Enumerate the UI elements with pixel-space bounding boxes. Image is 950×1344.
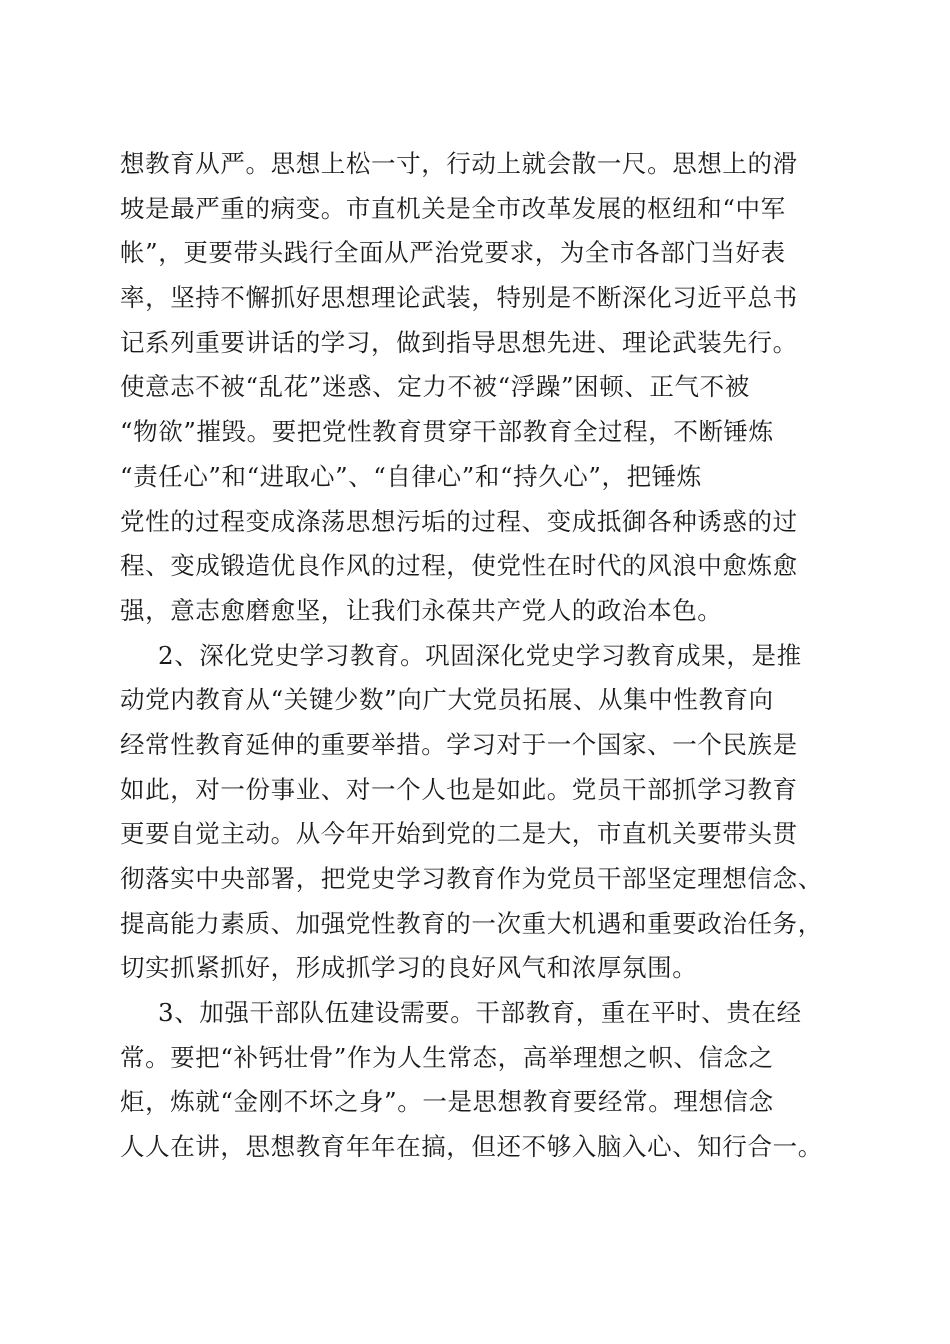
body-text [120, 142, 840, 1170]
text-line: 切实抓紧抓好，形成抓学习的良好风气和浓厚氛围。 [120, 953, 698, 983]
text-line: 更要自觉主动。从今年开始到党的二是大，市直机关要带头贯 [120, 819, 798, 849]
text-line: 常。要把“补钙壮骨”作为人生常态，高举理想之帜、信念之 [120, 1042, 774, 1072]
text-line: 帐”，更要带头践行全面从严治党要求，为全市各部门当好表 [120, 238, 786, 268]
text-line: 率，坚持不懈抓好思想理论武装，特别是不断深化习近平总书 [120, 283, 798, 313]
text-line: 如此，对一份事业、对一个人也是如此。党员干部抓学习教育 [120, 774, 798, 804]
text-line: 想教育从严。思想上松一寸，行动上就会散一尺。思想上的滑 [120, 149, 798, 178]
text-line: 党性的过程变成涤荡思想污垢的过程、变成抵御各种诱惑的过 [120, 506, 798, 536]
text-line: “物欲”摧毁。要把党性教育贯穿干部教育全过程，不断锤炼 [120, 417, 774, 447]
text-line: 炬，炼就“金刚不坏之身”。一是思想教育要经常。理想信念 [120, 1087, 774, 1117]
text-line: 强，意志愈磨愈坚，让我们永葆共产党人的政治本色。 [120, 595, 723, 625]
text-line: 动党内教育从“关键少数”向广大党员拓展、从集中性教育向 [120, 685, 774, 715]
text-line: 使意志不被“乱花”迷惑、定力不被“浮躁”困顿、正气不被 [120, 372, 750, 402]
text-line: 提高能力素质、加强党性教育的一次重大机遇和重要政治任务， [120, 908, 823, 938]
section-heading-line: 3、加强干部队伍建设需要。干部教育，重在平时、贵在经 [158, 998, 802, 1028]
text-line: 经常性教育延伸的重要举措。学习对于一个国家、一个民族是 [120, 729, 798, 759]
text-line: 彻落实中央部署，把党史学习教育作为党员干部坚定理想信念、 [120, 864, 823, 893]
text-line: 人人在讲，思想教育年年在搞，但还不够入脑入心、知行合一。 [120, 1132, 823, 1162]
text-line: 坡是最严重的病变。市直机关是全市改革发展的枢纽和“中军 [120, 193, 786, 223]
text-line: 程、变成锻造优良作风的过程，使党性在时代的风浪中愈炼愈 [120, 551, 798, 581]
text-line: 记系列重要讲话的学习，做到指导思想先进、理论武装先行。 [120, 327, 798, 357]
text-line: “责任心”和“进取心”、“自律心”和“持久心”，把锤炼 [120, 461, 702, 491]
section-heading-line: 2、深化党史学习教育。巩固深化党史学习教育成果，是推 [158, 640, 802, 670]
